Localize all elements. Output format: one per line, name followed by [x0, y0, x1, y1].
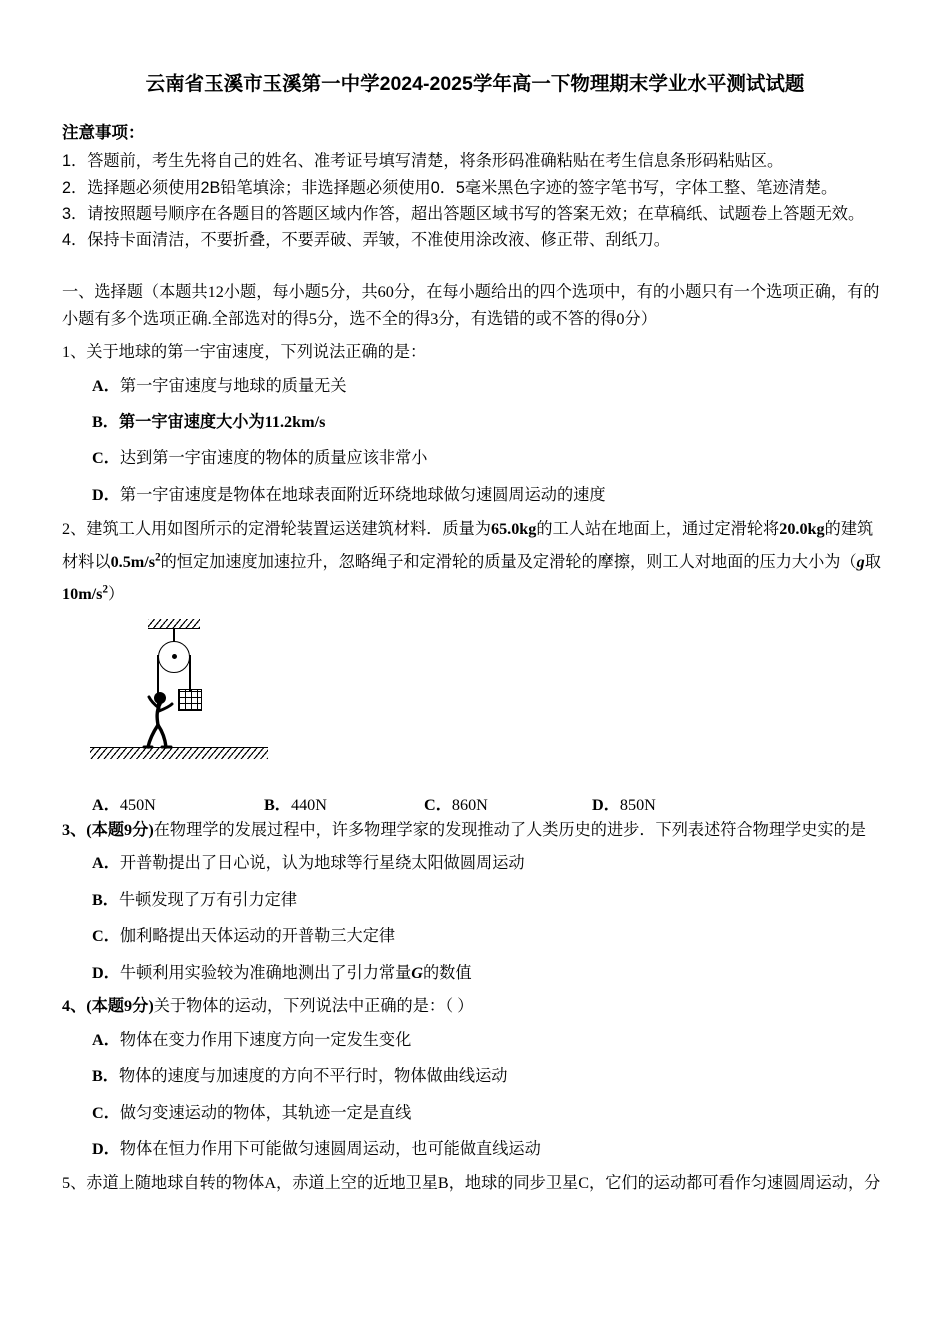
ground-hatching — [90, 747, 268, 759]
notice-item-4: 4．保持卡面清洁，不要折叠，不要弄破、弄皱，不准使用涂改液、修正带、刮纸刀。 — [62, 231, 670, 250]
question-1-option-b — [62, 404, 888, 440]
question-3-option-b — [62, 882, 888, 918]
pulley-icon — [158, 641, 190, 673]
question-1-option-c — [62, 440, 888, 476]
notice-item-3: 3．请按照题号顺序在各题目的答题区域内作答，超出答题区域书写的答案无效；在草稿纸、试题卷上答题无效。 — [62, 204, 865, 223]
q4-text: 关于物体的运动，下列说法中正确的是：（ ） — [153, 997, 474, 1016]
question-3-option-c — [62, 918, 888, 954]
q2-acceleration: 0.5m/s — [110, 552, 156, 571]
question-2-option-b — [264, 791, 424, 815]
question-4-stem — [62, 991, 888, 1022]
option-label: B． — [264, 795, 291, 814]
q2-text-1: 2、建筑工人用如图所示的定滑轮装置运送建筑材料．质量为 — [62, 520, 491, 539]
q3-points: 3、(本题9分) — [62, 820, 154, 839]
worker-figure-icon — [138, 691, 184, 749]
pulley-support-rod — [173, 628, 175, 642]
question-3-stem — [62, 815, 888, 846]
option-text: 440N — [290, 795, 327, 814]
option-label: C． — [92, 449, 120, 468]
q3-text: 在物理学的发展过程中，许多物理学家的发现推动了人类历史的进步．下列表述符合物理学史实的是 — [153, 820, 866, 839]
option-text: 物体的速度与加速度的方向不平行时，物体做曲线运动 — [118, 1067, 508, 1086]
question-4-option-a — [62, 1022, 888, 1058]
option-label: A． — [92, 854, 120, 873]
option-label: B． — [92, 1067, 119, 1086]
option-label: D． — [92, 963, 120, 982]
q2-gravity-exp: 2 — [102, 583, 108, 596]
option-label: C． — [92, 1103, 120, 1122]
option-text: 物体在恒力作用下可能做匀速圆周运动，也可能做直线运动 — [119, 1140, 541, 1159]
q2-text-3: 的建筑 — [824, 520, 874, 539]
page-title: 云南省玉溪市玉溪第一中学2024-2025学年高一下物理期末学业水平测试试题 — [145, 73, 805, 95]
option-text: 做匀变速运动的物体，其轨迹一定是直线 — [119, 1103, 412, 1122]
question-5-stem: 5、赤道上随地球自转的物体A，赤道上空的近地卫星B，地球的同步卫星C，它们的运动都可看作匀速圆周运动，分 — [62, 1173, 881, 1192]
option-text: 第一宇宙速度与地球的质量无关 — [119, 376, 347, 395]
q2-mass-worker: 65.0kg — [490, 520, 537, 539]
q2-text-7: ） — [107, 585, 125, 604]
notice-item-1: 1．答题前，考生先将自己的姓名、准考证号填写清楚，将条形码准确粘贴在考生信息条形码粘贴区。 — [62, 152, 784, 171]
option-label: A． — [92, 376, 120, 395]
notice-heading: 注意事项： — [62, 124, 145, 143]
question-2-option-c — [424, 791, 592, 815]
option-text: 牛顿发现了万有引力定律 — [118, 890, 298, 909]
q2-text-5: 的恒定加速度加速拉升，忽略绳子和定滑轮的质量及定滑轮的摩擦，则工人对地面的压力大小为（ — [160, 552, 857, 571]
option-label: D． — [592, 795, 620, 814]
section-intro: 一、选择题（本题共12小题，每小题5分，共60分，在每小题给出的四个选项中，有的小题只有一个选项正确，有的小题有多个选项正确.全部选对的得5分，选不全的得3分，有选错的或不答的得0分） — [62, 283, 880, 329]
option-text: 第一宇宙速度是物体在地球表面附近环绕地球做匀速圆周运动的速度 — [119, 485, 606, 504]
option-text: 450N — [119, 795, 156, 814]
pulley-worker-diagram — [90, 619, 290, 779]
question-1-option-d — [62, 477, 888, 513]
q2-text-4: 材料以 — [62, 552, 111, 571]
option-label: C． — [92, 927, 120, 946]
q2-accel-exp: 2 — [155, 551, 161, 564]
q2-symbol-g: g — [856, 552, 865, 571]
q2-text-2: 的工人站在地面上，通过定滑轮将 — [536, 520, 780, 539]
rope-right-segment — [189, 655, 191, 691]
q2-text-6: 取 — [864, 552, 881, 571]
q2-gravity-value: 10m/s — [62, 585, 103, 604]
option-text-post: 的数值 — [422, 963, 472, 982]
symbol-G: G — [411, 963, 423, 982]
question-3-option-d — [62, 955, 888, 991]
question-4-option-c — [62, 1095, 888, 1131]
option-text-pre: 牛顿利用实验较为准确地测出了引力常量 — [119, 963, 412, 982]
question-2-stem — [62, 513, 888, 610]
question-2-option-a — [92, 791, 264, 815]
option-text: 850N — [619, 795, 656, 814]
question-1-stem: 1、关于地球的第一宇宙速度，下列说法正确的是： — [62, 342, 427, 361]
option-text: 伽利略提出天体运动的开普勒三大定律 — [119, 927, 396, 946]
q4-points: 4、(本题9分) — [62, 997, 154, 1016]
question-1-option-a — [62, 368, 888, 404]
q2-mass-material: 20.0kg — [779, 520, 825, 539]
question-3-option-a — [62, 845, 888, 881]
option-label: D． — [92, 485, 120, 504]
option-text: 860N — [451, 795, 488, 814]
option-text: 第一宇宙速度大小为11.2km/s — [118, 412, 326, 431]
option-text: 开普勒提出了日心说，认为地球等行星绕太阳做圆周运动 — [119, 854, 525, 873]
question-4-option-b — [62, 1058, 888, 1094]
question-4-option-d — [62, 1131, 888, 1167]
question-2-option-d — [592, 791, 656, 815]
option-label: D． — [92, 1140, 120, 1159]
option-label: A． — [92, 1030, 120, 1049]
option-text: 物体在变力作用下速度方向一定发生变化 — [119, 1030, 412, 1049]
option-text: 达到第一宇宙速度的物体的质量应该非常小 — [119, 449, 428, 468]
option-label: B． — [92, 412, 119, 431]
notice-item-2: 2．选择题必须使用2B铅笔填涂；非选择题必须使用0．5毫米黑色字迹的签字笔书写，字体工整、笔迹清楚。 — [62, 178, 838, 197]
option-label: C． — [424, 795, 452, 814]
option-label: A． — [92, 795, 120, 814]
question-2-options — [62, 791, 888, 815]
option-label: B． — [92, 890, 119, 909]
